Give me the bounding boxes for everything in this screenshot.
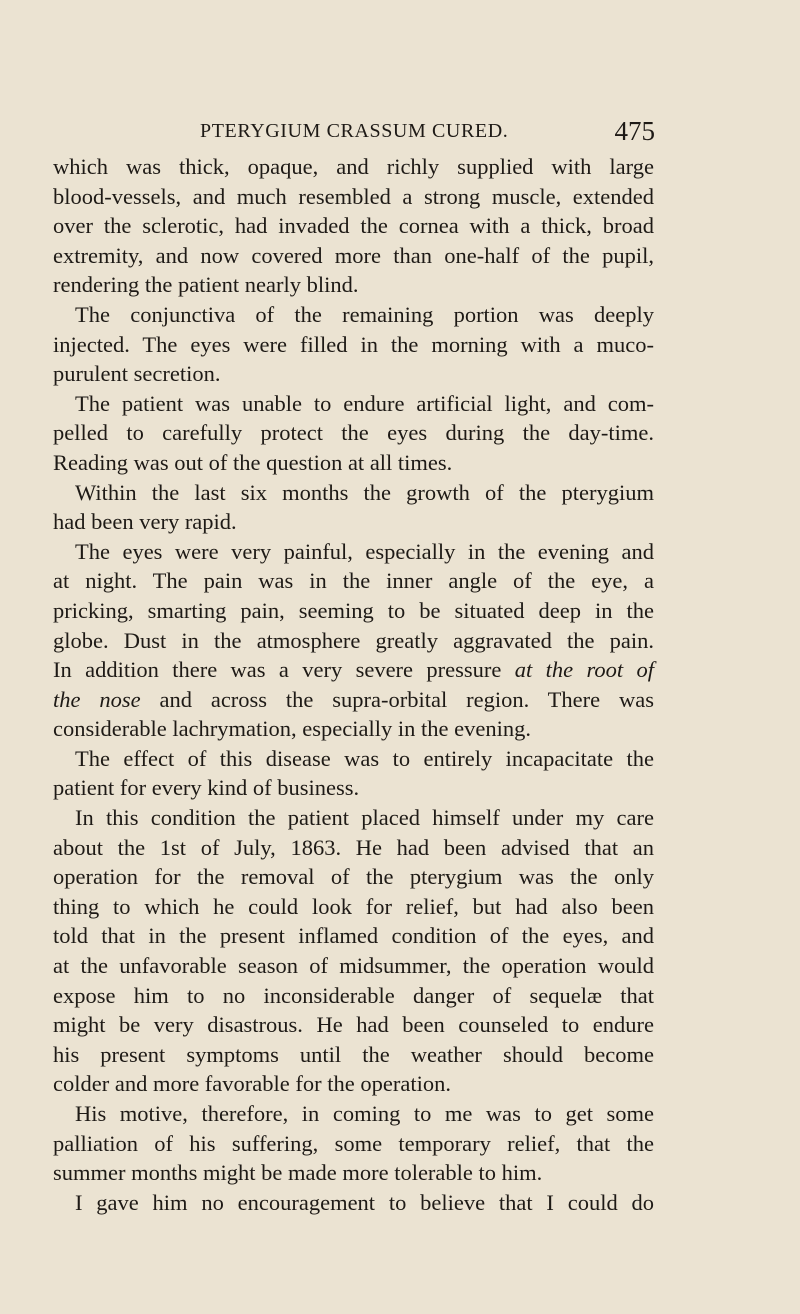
text-line: thing to which he could look for relief, but had also been: [53, 893, 654, 919]
text-line: Within the last six months the growth of the pterygium: [75, 479, 654, 505]
text-line: The effect of this disease was to entirely incapacitate the: [75, 745, 654, 771]
text-line: His motive, therefore, in coming to me was to get some: [75, 1101, 654, 1126]
italic-phrase: the nose: [53, 686, 141, 712]
text-line: globe. Dust in the atmosphere greatly aggravated the pain.: [53, 627, 654, 653]
text-line: patient for every kind of business.: [53, 775, 360, 801]
text-line: which was thick, opaque, and richly supplied with large: [53, 154, 654, 179]
text-line: pelled to carefully protect the eyes during the day-time.: [53, 420, 654, 446]
text-line: purulent secretion.: [53, 361, 221, 387]
text-line: pricking, smarting pain, seeming to be situated deep in the: [53, 597, 654, 623]
text-line: In this condition the patient placed himself under my care: [75, 805, 654, 831]
text-line: at night. The pain was in the inner angle of the eye, a: [53, 568, 654, 594]
text-line: operation for the removal of the pterygium was the only: [53, 864, 654, 890]
text-line: summer months might be made more tolerable to him.: [53, 1160, 543, 1186]
text-line: his present symptoms until the weather should become: [53, 1041, 654, 1067]
text-line: might be very disastrous. He had been counseled to endure: [53, 1012, 654, 1038]
text-line: told that in the present inflamed condition of the eyes, and: [53, 923, 654, 949]
page-number: 475: [614, 116, 655, 146]
running-title: PTERYGIUM CRASSUM CURED.: [200, 120, 509, 142]
text-line: had been very rapid.: [53, 509, 237, 535]
text-line: expose him to no inconsiderable danger of sequelæ that: [53, 982, 654, 1008]
text-line: [53, 685, 654, 715]
text-line: at the unfavorable season of midsummer, the operation would: [53, 953, 654, 979]
text-segment: In addition there was a very severe pressure: [53, 657, 502, 683]
text-line: blood-vessels, and much resembled a strong muscle, extended: [53, 183, 654, 209]
text-line: The eyes were very painful, especially in the evening and: [75, 538, 654, 564]
text-line: I gave him no encouragement to believe that I could do: [75, 1189, 654, 1215]
text-line: The patient was unable to endure artificial light, and com-: [75, 390, 654, 416]
page-header: [200, 116, 655, 148]
italic-phrase: at the root of: [514, 657, 654, 683]
text-line: rendering the patient nearly blind.: [53, 272, 359, 298]
text-line: about the 1st of July, 1863. He had been advised that an: [53, 834, 654, 860]
text-segment: and across the supra-orbital region. There was: [159, 686, 655, 712]
text-line: considerable lachrymation, especially in the evening.: [53, 716, 531, 742]
text-line: [53, 655, 654, 685]
body-text: [53, 152, 654, 1217]
text-line: palliation of his suffering, some temporary relief, that the: [53, 1130, 654, 1156]
text-line: over the sclerotic, had invaded the cornea with a thick, broad: [53, 213, 654, 239]
text-line: Reading was out of the question at all times.: [53, 449, 453, 475]
text-line: extremity, and now covered more than one-half of the pupil,: [53, 242, 654, 268]
text-line: colder and more favorable for the operation.: [53, 1071, 451, 1097]
text-line: injected. The eyes were filled in the morning with a muco-: [53, 331, 654, 357]
text-line: The conjunctiva of the remaining portion was deeply: [75, 301, 654, 327]
